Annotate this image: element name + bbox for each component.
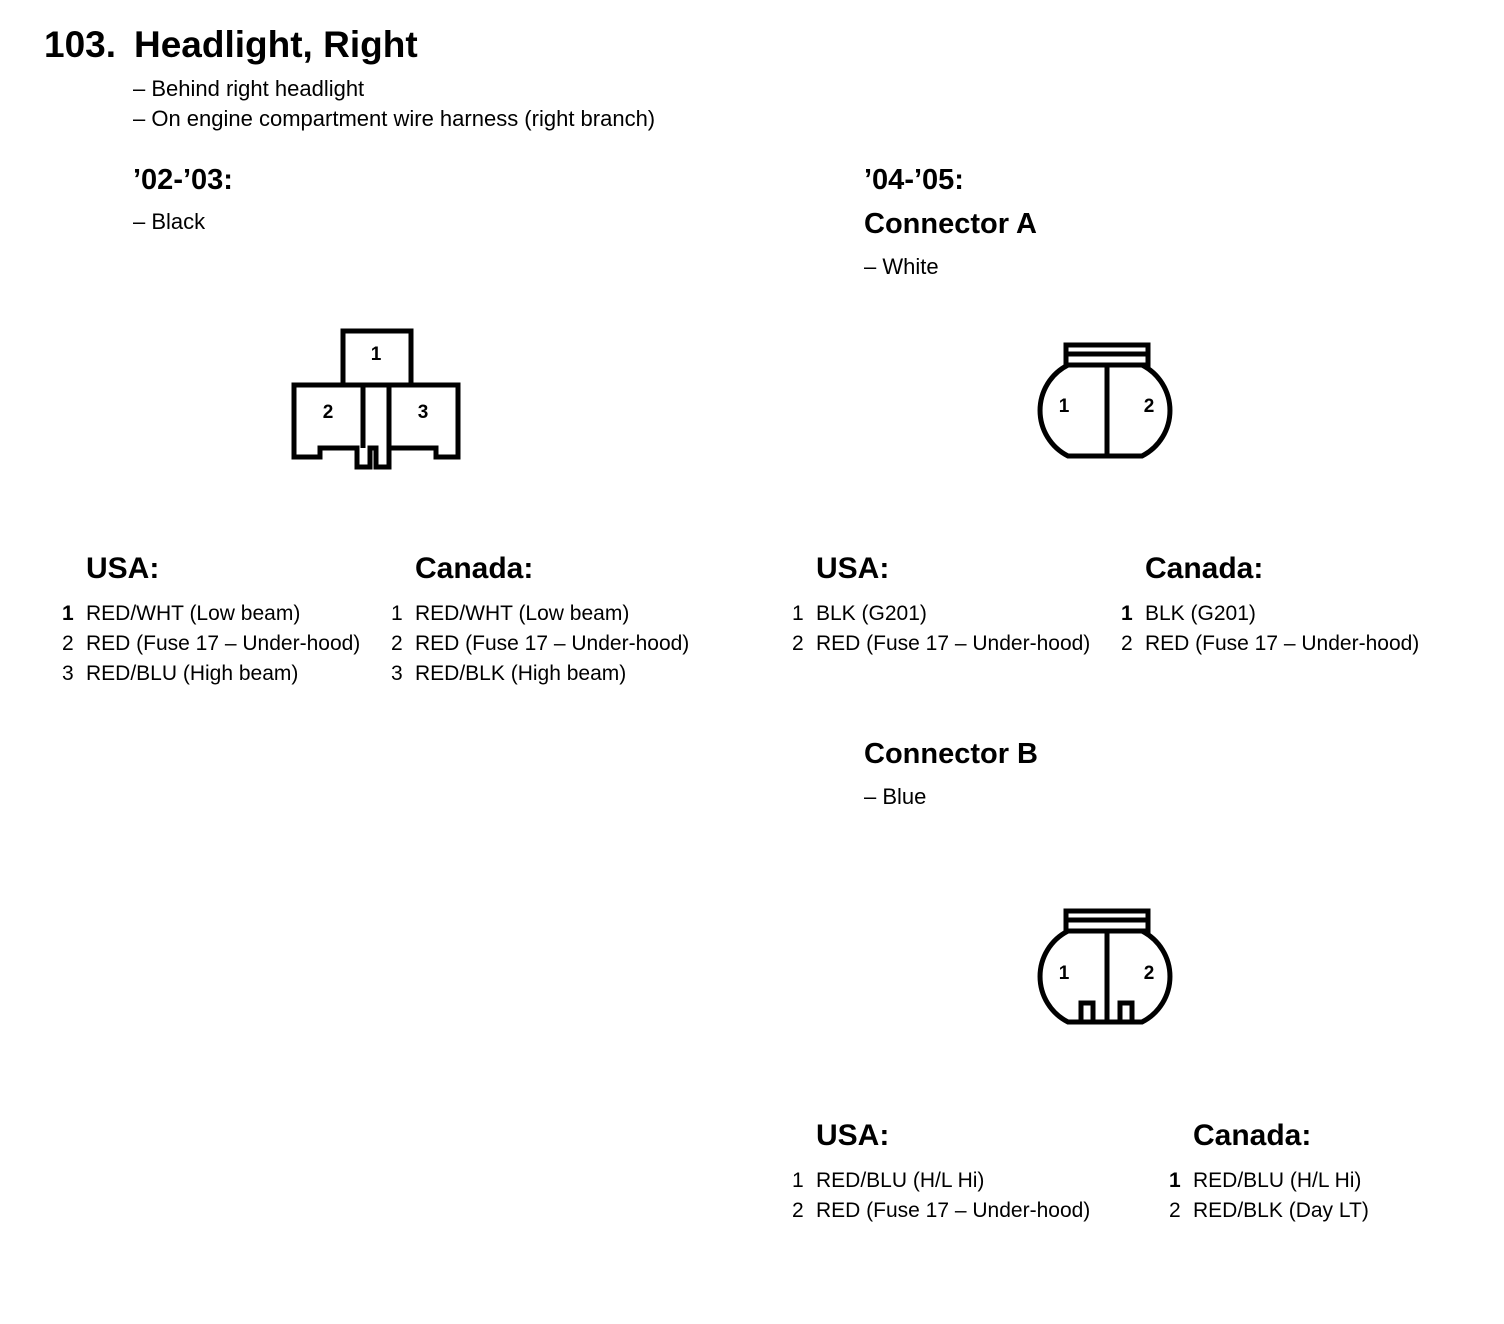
pin-label-1: 1 [370, 344, 382, 365]
pin-number: 3 [391, 662, 403, 685]
usa-heading-02-03: USA: [86, 552, 160, 585]
pin-wire: BLK (G201) [1145, 602, 1256, 625]
pin-wire: BLK (G201) [816, 602, 927, 625]
pin-number: 1 [1121, 602, 1133, 625]
pin-number: 2 [1169, 1199, 1181, 1222]
pin-number: 2 [1121, 632, 1133, 655]
location-line-1: – Behind right headlight [133, 76, 365, 101]
pin-number: 2 [792, 1199, 804, 1222]
pin-wire: RED (Fuse 17 – Under-hood) [816, 632, 1091, 655]
pin-label-2: 2 [322, 402, 334, 423]
pin-number: 2 [62, 632, 74, 655]
connector-02-03-diagram [290, 328, 470, 473]
canada-pin-list-connector-b [1169, 1166, 1369, 1226]
pin-row [792, 629, 1090, 659]
pin-label-2: 2 [1143, 396, 1155, 417]
location-line-2: – On engine compartment wire harness (right branch) [133, 106, 656, 131]
pin-label-3: 3 [417, 402, 429, 423]
pin-number: 1 [1169, 1169, 1181, 1192]
usa-pin-list-connector-a [792, 599, 1090, 659]
pin-wire: RED (Fuse 17 – Under-hood) [1145, 632, 1420, 655]
pin-number: 2 [792, 632, 804, 655]
pin-row [792, 1196, 1090, 1226]
connector-b-color: – Blue [864, 784, 927, 809]
pin-number: 1 [391, 602, 403, 625]
pin-wire: RED (Fuse 17 – Under-hood) [86, 632, 361, 655]
pin-wire: RED/WHT (Low beam) [415, 602, 630, 625]
pin-wire: RED/BLU (High beam) [86, 662, 299, 685]
pin-row [391, 659, 689, 689]
connector-body [294, 385, 458, 467]
canada-heading-connector-b: Canada: [1193, 1119, 1312, 1152]
pin-number: 3 [62, 662, 74, 685]
pin-row [62, 659, 360, 689]
usa-pin-list-02-03 [62, 599, 360, 689]
entry-number: 103. [44, 24, 117, 65]
pin-number: 1 [792, 602, 804, 625]
pin-row [391, 599, 689, 629]
usa-heading-connector-a: USA: [816, 552, 890, 585]
pin-number: 1 [62, 602, 74, 625]
connector-a-diagram [1018, 342, 1198, 462]
pin-wire: RED/WHT (Low beam) [86, 602, 301, 625]
connector-a-color: – White [864, 254, 939, 279]
connector-b-diagram [1018, 908, 1198, 1028]
pin-number: 1 [792, 1169, 804, 1192]
pin-wire: RED (Fuse 17 – Under-hood) [816, 1199, 1091, 1222]
pin-row [62, 629, 360, 659]
pin-wire: RED/BLU (H/L Hi) [1193, 1169, 1362, 1192]
pin-row [1169, 1196, 1369, 1226]
usa-pin-list-connector-b [792, 1166, 1090, 1226]
pin-wire: RED (Fuse 17 – Under-hood) [415, 632, 690, 655]
pin-row [1121, 629, 1419, 659]
canada-heading-02-03: Canada: [415, 552, 534, 585]
connector-a-title: Connector A [864, 208, 1037, 240]
connector-b-title: Connector B [864, 738, 1038, 770]
pin-wire: RED/BLK (Day LT) [1193, 1199, 1369, 1222]
pin-row [1121, 599, 1419, 629]
pin-wire: RED/BLU (H/L Hi) [816, 1169, 985, 1192]
canada-heading-connector-a: Canada: [1145, 552, 1264, 585]
years-04-05-heading: ’04-’05: [864, 164, 964, 196]
usa-heading-connector-b: USA: [816, 1119, 890, 1152]
years-02-03-heading: ’02-’03: [133, 164, 233, 196]
pin-wire: RED/BLK (High beam) [415, 662, 627, 685]
page-title: Headlight, Right [134, 24, 418, 65]
pin-row [62, 599, 360, 629]
pin-row [792, 1166, 1090, 1196]
pin-row [792, 599, 1090, 629]
pin-label-1: 1 [1058, 963, 1070, 984]
canada-pin-list-connector-a [1121, 599, 1419, 659]
canada-pin-list-02-03 [391, 599, 689, 689]
pin-label-2: 2 [1143, 963, 1155, 984]
pin-row [1169, 1166, 1369, 1196]
connector-02-03-color: – Black [133, 209, 206, 234]
pin-row [391, 629, 689, 659]
pin-label-1: 1 [1058, 396, 1070, 417]
pin-number: 2 [391, 632, 403, 655]
